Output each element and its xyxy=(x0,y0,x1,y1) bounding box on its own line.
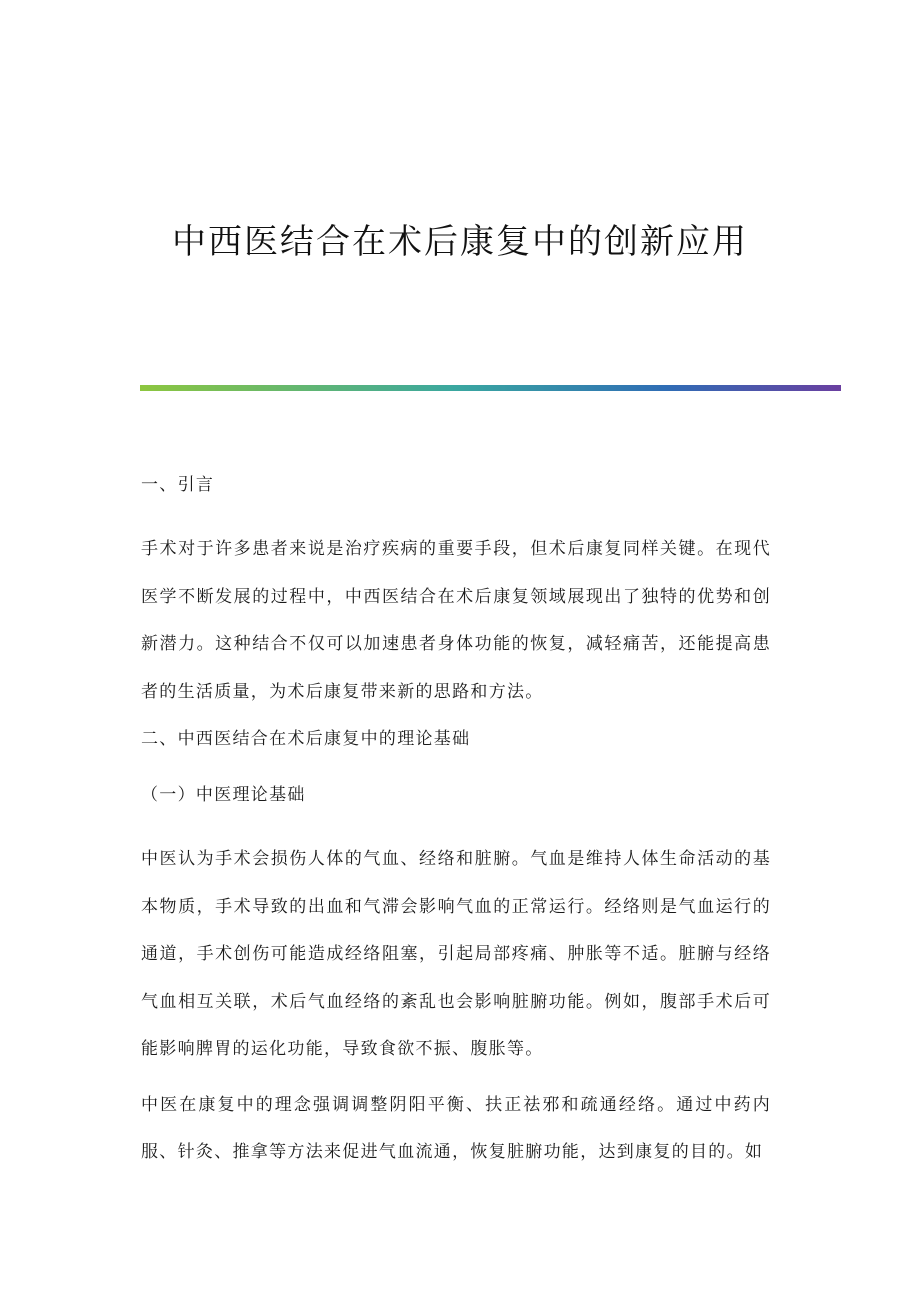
section-heading-theory: 二、中西医结合在术后康复中的理论基础 xyxy=(141,729,471,749)
title-divider xyxy=(140,385,841,391)
section-heading-intro: 一、引言 xyxy=(141,475,215,495)
paragraph-intro: 手术对于许多患者来说是治疗疾病的重要手段，但术后康复同样关键。在现代医学不断发展的过程中，中西医结合在术后康复领域展现出了独特的优势和创新潜力。这种结合不仅可以加速患者身体功能的恢复，减轻痛苦，还能提高患者的生活质量，为术后康复带来新的思路和方法。 xyxy=(141,539,771,702)
subsection-heading-tcm: （一）中医理论基础 xyxy=(141,785,306,805)
paragraph-tcm-1: 中医认为手术会损伤人体的气血、经络和脏腑。气血是维持人体生命活动的基本物质，手术导致的出血和气滞会影响气血的正常运行。经络则是气血运行的通道，手术创伤可能造成经络阻塞，引起局部疼痛、肿胀等不适。脏腑与经络气血相互关联，术后气血经络的紊乱也会影响脏腑功能。例如，腹部手术后可能影响脾胃的运化功能，导致食欲不振、腹胀等。 xyxy=(141,849,771,1059)
document-title: 中西医结合在术后康复中的创新应用 xyxy=(172,222,748,262)
paragraph-tcm-2: 中医在康复中的理念强调调整阴阳平衡、扶正祛邪和疏通经络。通过中药内服、针灸、推拿等方法来促进气血流通，恢复脏腑功能，达到康复的目的。如 xyxy=(141,1094,771,1162)
document-body xyxy=(141,470,771,1177)
